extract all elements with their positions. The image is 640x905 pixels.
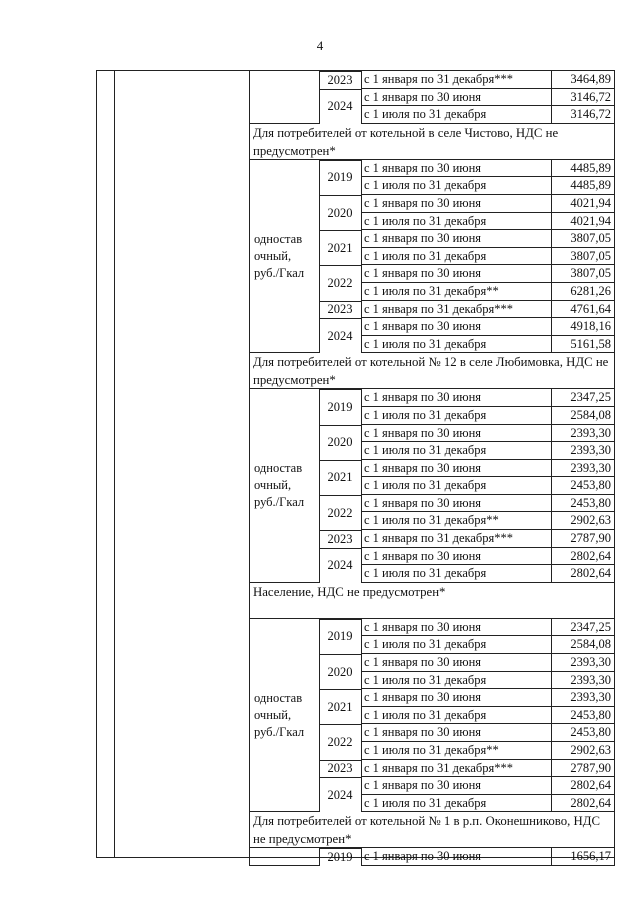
table-row	[249, 848, 615, 866]
period-cell: с 1 июля по 31 декабря	[361, 672, 551, 690]
period-cell: с 1 июля по 31 декабря**	[361, 742, 551, 760]
indicator-cell	[249, 636, 319, 654]
year-label: 2023	[327, 72, 353, 87]
tariff-value: 2802,64	[551, 548, 615, 566]
period-cell: с 1 января по 31 декабря***	[361, 530, 551, 548]
period-cell: с 1 января по 30 июня	[361, 848, 551, 866]
period-cell: с 1 июля по 31 декабря	[361, 177, 551, 195]
period-cell: с 1 января по 31 декабря***	[361, 301, 551, 319]
tariff-block	[249, 389, 615, 583]
indicator-cell	[249, 71, 319, 89]
indicator-label-line: очный,	[254, 707, 292, 722]
indicator-label-line: руб./Гкал	[254, 724, 305, 739]
period-cell: с 1 июля по 31 декабря	[361, 636, 551, 654]
period-cell: с 1 января по 30 июня	[361, 495, 551, 513]
tariff-value: 2347,25	[551, 619, 615, 637]
tariff-value: 3807,05	[551, 265, 615, 283]
table-row	[249, 336, 615, 354]
indicator-cell	[249, 160, 319, 178]
tariff-value: 2393,30	[551, 442, 615, 460]
tariff-value: 3146,72	[551, 106, 615, 124]
period-cell: с 1 января по 30 июня	[361, 619, 551, 637]
table-row	[249, 760, 615, 778]
tariff-value: 4021,94	[551, 213, 615, 231]
year-label: 2024	[327, 787, 353, 802]
table-row	[249, 318, 615, 336]
indicator-cell	[249, 213, 319, 231]
year-label: 2019	[327, 170, 353, 185]
tariff-value: 4485,89	[551, 177, 615, 195]
indicator-cell	[249, 318, 319, 336]
tariff-value: 2584,08	[551, 407, 615, 425]
indicator-cell	[249, 106, 319, 124]
tariff-value: 2393,30	[551, 460, 615, 478]
tariff-value: 5161,58	[551, 336, 615, 354]
tariff-value: 2787,90	[551, 530, 615, 548]
section-heading: Для потребителей от котельной в селе Чистово, НДС не предусмотрен*	[249, 124, 615, 160]
year-label: 2024	[327, 558, 353, 573]
year-label: 2022	[327, 505, 353, 520]
year-label: 2024	[327, 328, 353, 343]
section-heading: Население, НДС не предусмотрен*	[249, 583, 615, 619]
indicator-cell	[249, 777, 319, 795]
tariff-value: 2453,80	[551, 724, 615, 742]
indicator-cell	[249, 654, 319, 672]
tariff-table	[249, 71, 615, 866]
period-cell: с 1 января по 30 июня	[361, 425, 551, 443]
table-row	[249, 301, 615, 319]
table-row	[249, 442, 615, 460]
period-cell: с 1 июля по 31 декабря**	[361, 512, 551, 530]
table-row	[249, 195, 615, 213]
year-label: 2023	[327, 761, 353, 776]
period-cell: с 1 июля по 31 декабря**	[361, 283, 551, 301]
tariff-block	[249, 160, 615, 354]
table-row	[249, 106, 615, 124]
indicator-cell	[249, 89, 319, 107]
table-row	[249, 512, 615, 530]
year-label: 2022	[327, 735, 353, 750]
table-row	[249, 530, 615, 548]
indicator-cell	[249, 177, 319, 195]
tariff-value: 1656,17	[551, 848, 615, 866]
period-cell: с 1 июля по 31 декабря	[361, 707, 551, 725]
indicator-cell	[249, 195, 319, 213]
tariff-value: 3464,89	[551, 71, 615, 89]
period-cell: с 1 июля по 31 декабря	[361, 477, 551, 495]
year-label: 2020	[327, 205, 353, 220]
indicator-cell	[249, 407, 319, 425]
period-cell: с 1 января по 30 июня	[361, 230, 551, 248]
year-label: 2023	[327, 531, 353, 546]
section-heading: Для потребителей от котельной № 1 в р.п. Оконешниково, НДС не предусмотрен*	[249, 812, 615, 848]
indicator-cell	[249, 442, 319, 460]
table-row	[249, 389, 615, 407]
tariff-value: 2802,64	[551, 565, 615, 583]
indicator-cell	[249, 512, 319, 530]
indicator-cell	[249, 283, 319, 301]
period-cell: с 1 июля по 31 декабря	[361, 795, 551, 813]
tariff-value: 4485,89	[551, 160, 615, 178]
table-row	[249, 548, 615, 566]
table-row	[249, 160, 615, 178]
period-cell: с 1 января по 30 июня	[361, 654, 551, 672]
year-label: 2021	[327, 699, 353, 714]
period-cell: с 1 января по 31 декабря***	[361, 760, 551, 778]
indicator-cell	[249, 301, 319, 319]
table-row	[249, 654, 615, 672]
year-label: 2019	[327, 629, 353, 644]
period-cell: с 1 января по 30 июня	[361, 777, 551, 795]
indicator-cell	[249, 672, 319, 690]
year-label: 2023	[327, 302, 353, 317]
indicator-cell	[249, 389, 319, 407]
table-row	[249, 283, 615, 301]
table-row	[249, 672, 615, 690]
period-cell: с 1 января по 30 июня	[361, 89, 551, 107]
indicator-cell	[249, 565, 319, 583]
tariff-value: 3807,05	[551, 230, 615, 248]
tariff-block	[249, 619, 615, 813]
year-label: 2021	[327, 240, 353, 255]
tariff-value: 2393,30	[551, 654, 615, 672]
tariff-value: 2453,80	[551, 495, 615, 513]
tariff-value: 2393,30	[551, 689, 615, 707]
indicator-cell	[249, 425, 319, 443]
table-row	[249, 425, 615, 443]
tariff-value: 3807,05	[551, 248, 615, 266]
tariff-value: 2393,30	[551, 672, 615, 690]
period-cell: с 1 января по 30 июня	[361, 460, 551, 478]
tariff-block	[249, 848, 615, 866]
indicator-cell	[249, 848, 319, 866]
section-heading: Для потребителей от котельной № 12 в селе Любимовка, НДС не предусмотрен*	[249, 353, 615, 389]
year-label: 2019	[327, 850, 353, 865]
year-label: 2024	[327, 99, 353, 114]
year-label: 2020	[327, 435, 353, 450]
indicator-label-line: очный,	[254, 478, 292, 493]
table-row	[249, 795, 615, 813]
period-cell: с 1 июля по 31 декабря	[361, 248, 551, 266]
period-cell: с 1 января по 31 декабря***	[361, 71, 551, 89]
tariff-value: 2802,64	[551, 777, 615, 795]
year-label: 2022	[327, 275, 353, 290]
tariff-value: 2902,63	[551, 742, 615, 760]
table-row	[249, 89, 615, 107]
indicator-cell	[249, 548, 319, 566]
period-cell: с 1 июля по 31 декабря	[361, 336, 551, 354]
tariff-value: 2902,63	[551, 512, 615, 530]
indicator-label-line: руб./Гкал	[254, 495, 305, 510]
table-row	[249, 636, 615, 654]
indicator-label	[249, 460, 322, 511]
indicator-label-line: руб./Гкал	[254, 265, 305, 280]
year-label: 2019	[327, 399, 353, 414]
indicator-label-line: одностав	[254, 461, 303, 476]
period-cell: с 1 января по 30 июня	[361, 724, 551, 742]
indicator-cell	[249, 760, 319, 778]
table-row	[249, 71, 615, 89]
tariff-value: 6281,26	[551, 283, 615, 301]
tariff-value: 2787,90	[551, 760, 615, 778]
table-row	[249, 777, 615, 795]
tariff-value: 4918,16	[551, 318, 615, 336]
period-cell: с 1 января по 30 июня	[361, 195, 551, 213]
page-number: 4	[316, 38, 324, 53]
period-cell: с 1 июля по 31 декабря	[361, 442, 551, 460]
period-cell: с 1 июля по 31 декабря	[361, 565, 551, 583]
period-cell: с 1 июля по 31 декабря	[361, 106, 551, 124]
period-cell: с 1 января по 30 июня	[361, 160, 551, 178]
tariff-block	[249, 71, 615, 124]
indicator-cell	[249, 336, 319, 354]
indicator-label-line: одностав	[254, 690, 303, 705]
indicator-cell	[249, 530, 319, 548]
table-row	[249, 177, 615, 195]
period-cell: с 1 июля по 31 декабря	[361, 213, 551, 231]
table-row	[249, 619, 615, 637]
tariff-value: 4021,94	[551, 195, 615, 213]
tariff-value: 2347,25	[551, 389, 615, 407]
tariff-value: 2393,30	[551, 425, 615, 443]
indicator-cell	[249, 742, 319, 760]
tariff-value: 2453,80	[551, 477, 615, 495]
year-label: 2020	[327, 664, 353, 679]
table-row	[249, 407, 615, 425]
tariff-value: 3146,72	[551, 89, 615, 107]
period-cell: с 1 января по 30 июня	[361, 548, 551, 566]
year-label: 2021	[327, 470, 353, 485]
period-cell: с 1 июля по 31 декабря	[361, 407, 551, 425]
indicator-label-line: одностав	[254, 231, 303, 246]
table-row	[249, 742, 615, 760]
table-row	[249, 213, 615, 231]
period-cell: с 1 января по 30 июня	[361, 689, 551, 707]
indicator-label	[249, 690, 322, 741]
period-cell: с 1 января по 30 июня	[361, 318, 551, 336]
table-row	[249, 565, 615, 583]
tariff-value: 2453,80	[551, 707, 615, 725]
period-cell: с 1 января по 30 июня	[361, 265, 551, 283]
indicator-label	[249, 231, 322, 282]
tariff-value: 2802,64	[551, 795, 615, 813]
indicator-cell	[249, 619, 319, 637]
tariff-value: 4761,64	[551, 301, 615, 319]
tariff-value: 2584,08	[551, 636, 615, 654]
period-cell: с 1 января по 30 июня	[361, 389, 551, 407]
indicator-label-line: очный,	[254, 248, 292, 263]
indicator-cell	[249, 795, 319, 813]
